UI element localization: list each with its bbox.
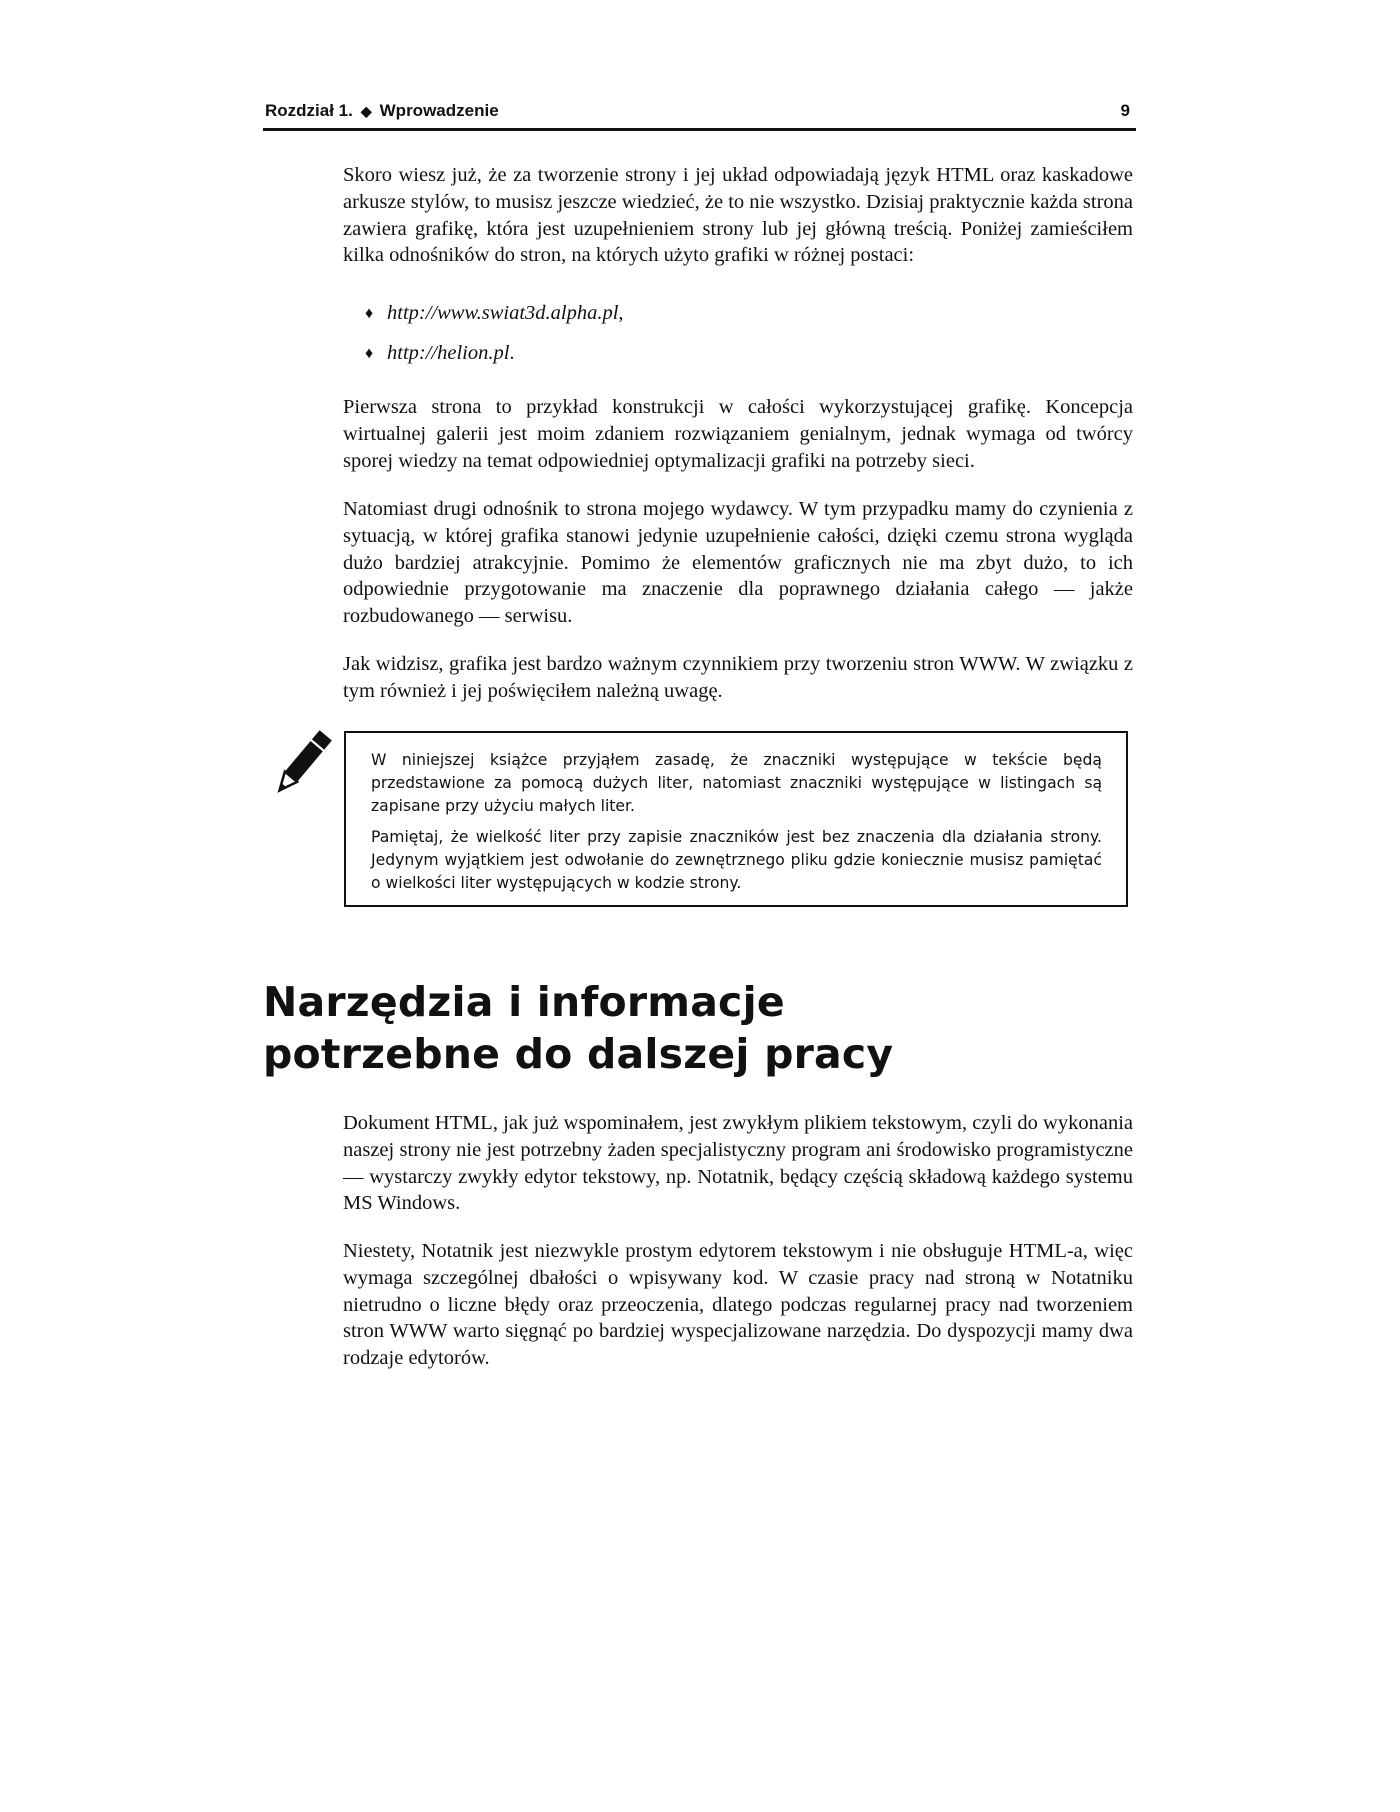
link-suffix: .: [509, 342, 515, 364]
list-item: [343, 340, 1133, 380]
list-item: [343, 300, 1133, 340]
link-helion[interactable]: http://helion.pl: [387, 342, 510, 364]
intro-paragraph: Skoro wiesz już, że za tworzenie strony i jej układ odpowiadają język HTML oraz kaskadowe arkusze stylów, to musisz jeszcze wiedzieć, że to nie wszystko. Dzisiaj praktycznie każda strona zawiera grafikę, która jest uzupełnieniem strony lub jej główną treścią. Poniżej zamieściłem kilka odnośników do stron, na których użyto grafiki w różnej postaci:: [343, 164, 1133, 267]
paragraph-notepad: Niestety, Notatnik jest niezwykle prostym edytorem tekstowym i nie obsługuje HTML-a, więc wymaga szczególnej dbałości o wpisywany kod. W czasie pracy nad stroną w Notatniku nietrudno o liczne błędy oraz przeoczenia, dlatego podczas regularnej pracy nad tworzeniem stron WWW warto sięgnąć po bardziej wyspecjalizowane narzędzia. Do dyspozycji mamy dwa rodzaje edytorów.: [343, 1240, 1133, 1370]
diamond-bullet-icon: ♦: [365, 305, 374, 322]
link-list: [343, 300, 1133, 380]
link-suffix: ,: [618, 302, 624, 324]
running-header: [263, 98, 1136, 131]
paragraph-html-document: Dokument HTML, jak już wspominałem, jest zwykłym plikiem tekstowym, czyli do wykonania naszej strony nie jest potrzebny żaden specjalistyczny program ani środowisko programistyczne — wystarczy zwykły edytor tekstowy, np. Notatnik, będący częścią składową każdego systemu MS Windows.: [343, 1112, 1133, 1215]
section-heading-line-1: Narzędzia i informacje: [263, 978, 785, 1026]
section-heading: [263, 976, 1143, 1080]
chapter-name: Wprowadzenie: [379, 101, 499, 120]
note-paragraph-remember: Pamiętaj, że wielkość liter przy zapisie znaczników jest bez znaczenia dla działania strony. Jedynym wyjątkiem jest odwołanie do zewnętrznego pliku gdzie koniecznie musisz pamiętać o wielkości liter występujących w kodzie strony.: [371, 828, 1102, 892]
header-separator: ◆: [360, 103, 372, 119]
diamond-bullet-icon: ♦: [365, 345, 374, 362]
page-number: 9: [1120, 101, 1130, 120]
section-heading-line-2: potrzebne do dalszej pracy: [263, 1030, 894, 1078]
paragraph-virtual-gallery: Pierwsza strona to przykład konstrukcji w całości wykorzystującej grafikę. Koncepcja wirtualnej galerii jest moim zdaniem rozwiązaniem genialnym, jednak wymaga od twórcy sporej wiedzy na temat odpowiedniej optymalizacji grafiki na potrzeby sieci.: [343, 396, 1133, 472]
paragraph-publisher-site: Natomiast drugi odnośnik to strona mojego wydawcy. W tym przypadku mamy do czynienia z sytuacją, w której grafika stanowi jedynie uzupełnienie całości, dzięki czemu strona wygląda dużo bardziej atrakcyjnie. Pomimo że elementów graficznych nie ma zbyt dużo, to ich odpowiednie przygotowanie ma znaczenie dla poprawnego działania całego — jakże rozbudowanego — serwisu.: [343, 498, 1133, 628]
note-box: [344, 731, 1128, 907]
chapter-title: [265, 98, 499, 124]
paragraph-graphics-importance: Jak widzisz, grafika jest bardzo ważnym czynnikiem przy tworzeniu stron WWW. W związku z tym również i jej poświęciłem należną uwagę.: [343, 653, 1133, 702]
note-paragraph-letter-case: W niniejszej książce przyjąłem zasadę, że znaczniki występujące w tekście będą przedstawione za pomocą dużych liter, natomiast znaczniki występujące w listingach są zapisane przy użyciu małych liter.: [371, 751, 1102, 815]
chapter-label: Rozdział 1.: [265, 101, 353, 120]
link-swiat3d[interactable]: http://www.swiat3d.alpha.pl: [387, 302, 619, 324]
pencil-icon: [264, 730, 336, 802]
